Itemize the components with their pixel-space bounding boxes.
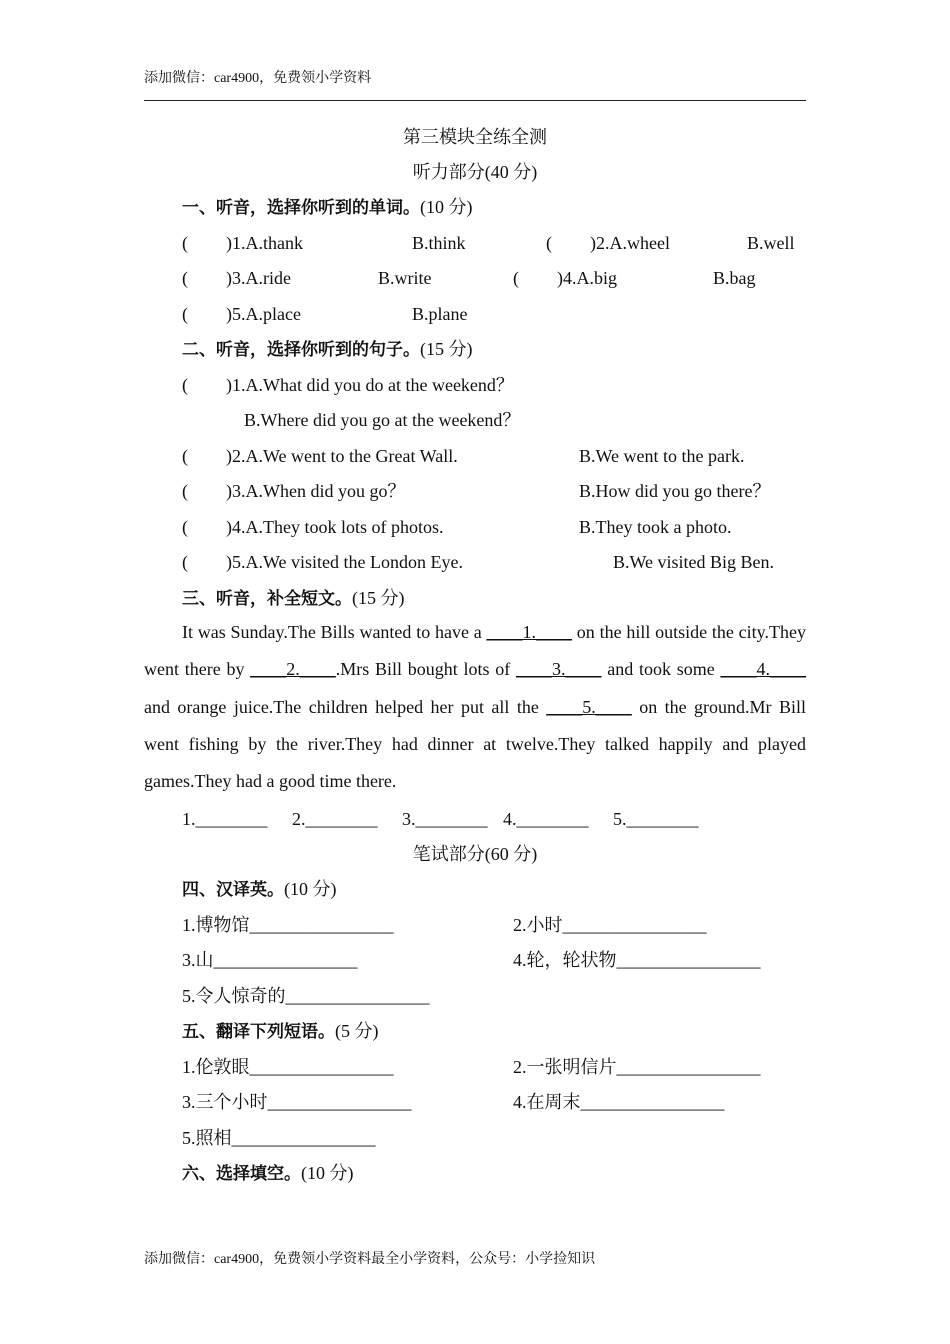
- answer-slot-5[interactable]: 5.________: [613, 809, 699, 829]
- listening-heading: 听力部分(40 分): [412, 162, 538, 182]
- s1-item-5-a: )5.A.place: [226, 304, 301, 324]
- page-footer-note: 添加微信：car4900，免费领小学资料最全小学资料，公众号：小学捡知识: [144, 1252, 596, 1267]
- s2-item-2-a: )2.A.We went to the Great Wall.: [226, 446, 458, 466]
- s5-item-2[interactable]: 2.一张明信片________________: [513, 1057, 761, 1077]
- s2-item-2-paren: (: [182, 446, 188, 466]
- s2-item-1-a: )1.A.What did you do at the weekend？: [226, 375, 514, 395]
- section-5-heading: 五、翻译下列短语。(5 分): [182, 1021, 379, 1042]
- s2-item-5-a: )5.A.We visited the London Eye.: [226, 552, 463, 572]
- s1-item-1-b: B.think: [412, 233, 466, 253]
- written-heading: 笔试部分(60 分): [412, 844, 538, 864]
- section-2-heading: 二、听音，选择你听到的句子。(15 分): [182, 339, 473, 360]
- s5-item-3[interactable]: 3.三个小时________________: [182, 1092, 412, 1112]
- s2-item-2-b: B.We went to the park.: [579, 446, 745, 466]
- s1-item-3-paren: (: [182, 268, 188, 288]
- s2-item-3-paren: (: [182, 481, 188, 501]
- cloze-blank-3[interactable]: ____3.____: [516, 659, 602, 680]
- s4-item-3[interactable]: 3.山________________: [182, 950, 358, 970]
- s2-item-4-b: B.They took a photo.: [579, 517, 732, 537]
- s1-item-3-b: B.write: [378, 268, 432, 288]
- s1-item-5-b: B.plane: [412, 304, 468, 324]
- page-header-note: 添加微信：car4900，免费领小学资料: [144, 71, 372, 86]
- cloze-blank-5[interactable]: ____5.____: [546, 696, 632, 717]
- answer-slot-3[interactable]: 3.________: [402, 809, 488, 829]
- s1-item-2-a: )2.A.wheel: [590, 233, 670, 253]
- answer-slot-1[interactable]: 1.________: [182, 809, 268, 829]
- s4-item-2[interactable]: 2.小时________________: [513, 915, 707, 935]
- s1-item-2-b: B.well: [747, 233, 795, 253]
- page-title: 第三模块全练全测: [403, 127, 547, 147]
- header-rule: [144, 100, 806, 101]
- cloze-blank-2[interactable]: ____2.____: [250, 659, 336, 680]
- section-4-heading: 四、汉译英。(10 分): [182, 879, 337, 900]
- s1-item-3-a: )3.A.ride: [226, 268, 291, 288]
- s1-item-5-paren: (: [182, 304, 188, 324]
- s1-item-4-paren: (: [513, 268, 519, 288]
- section-1-heading: 一、听音，选择你听到的单词。(10 分): [182, 197, 473, 218]
- section-6-heading: 六、选择填空。(10 分): [182, 1163, 354, 1184]
- s5-item-1[interactable]: 1.伦敦眼________________: [182, 1057, 394, 1077]
- s2-item-3-b: B.How did you go there？: [579, 481, 771, 501]
- s4-item-5[interactable]: 5.令人惊奇的________________: [182, 986, 430, 1006]
- s2-item-3-a: )3.A.When did you go？: [226, 481, 406, 501]
- answer-slot-2[interactable]: 2.________: [292, 809, 378, 829]
- s1-item-4-b: B.bag: [713, 268, 756, 288]
- s2-item-4-paren: (: [182, 517, 188, 537]
- s2-item-5-paren: (: [182, 552, 188, 572]
- s1-item-1-paren: (: [182, 233, 188, 253]
- answer-slot-4[interactable]: 4.________: [503, 809, 589, 829]
- s2-item-5-b: B.We visited Big Ben.: [613, 552, 775, 572]
- s1-item-1-a: )1.A.thank: [226, 233, 303, 253]
- s5-item-5[interactable]: 5.照相________________: [182, 1128, 376, 1148]
- s1-item-4-a: )4.A.big: [557, 268, 617, 288]
- s4-item-4[interactable]: 4.轮，轮状物________________: [513, 950, 761, 970]
- s5-item-4[interactable]: 4.在周末________________: [513, 1092, 725, 1112]
- s2-item-1-paren: (: [182, 375, 188, 395]
- cloze-passage: It was Sunday.The Bills wanted to have a ____1.____ on the hill outside the city.They went there by ____2.____.Mrs Bill bought lots of ____3.____ and took some ____4.____ and orange juice.The children helped her put all the ____5.____ on the ground.Mr Bill went fishing by the river.They had dinner at twelve.They talked happily and played games.They had a good time there.: [144, 622, 806, 792]
- s4-item-1[interactable]: 1.博物馆________________: [182, 915, 394, 935]
- s1-item-2-paren: (: [546, 233, 552, 253]
- s2-item-4-a: )4.A.They took lots of photos.: [226, 517, 444, 537]
- cloze-blank-1[interactable]: ____1.____: [486, 622, 573, 642]
- section-3-heading: 三、听音，补全短文。(15 分): [182, 588, 405, 609]
- cloze-blank-4[interactable]: ____4.____: [720, 659, 806, 680]
- s2-item-1-b: B.Where did you go at the weekend？: [244, 410, 521, 430]
